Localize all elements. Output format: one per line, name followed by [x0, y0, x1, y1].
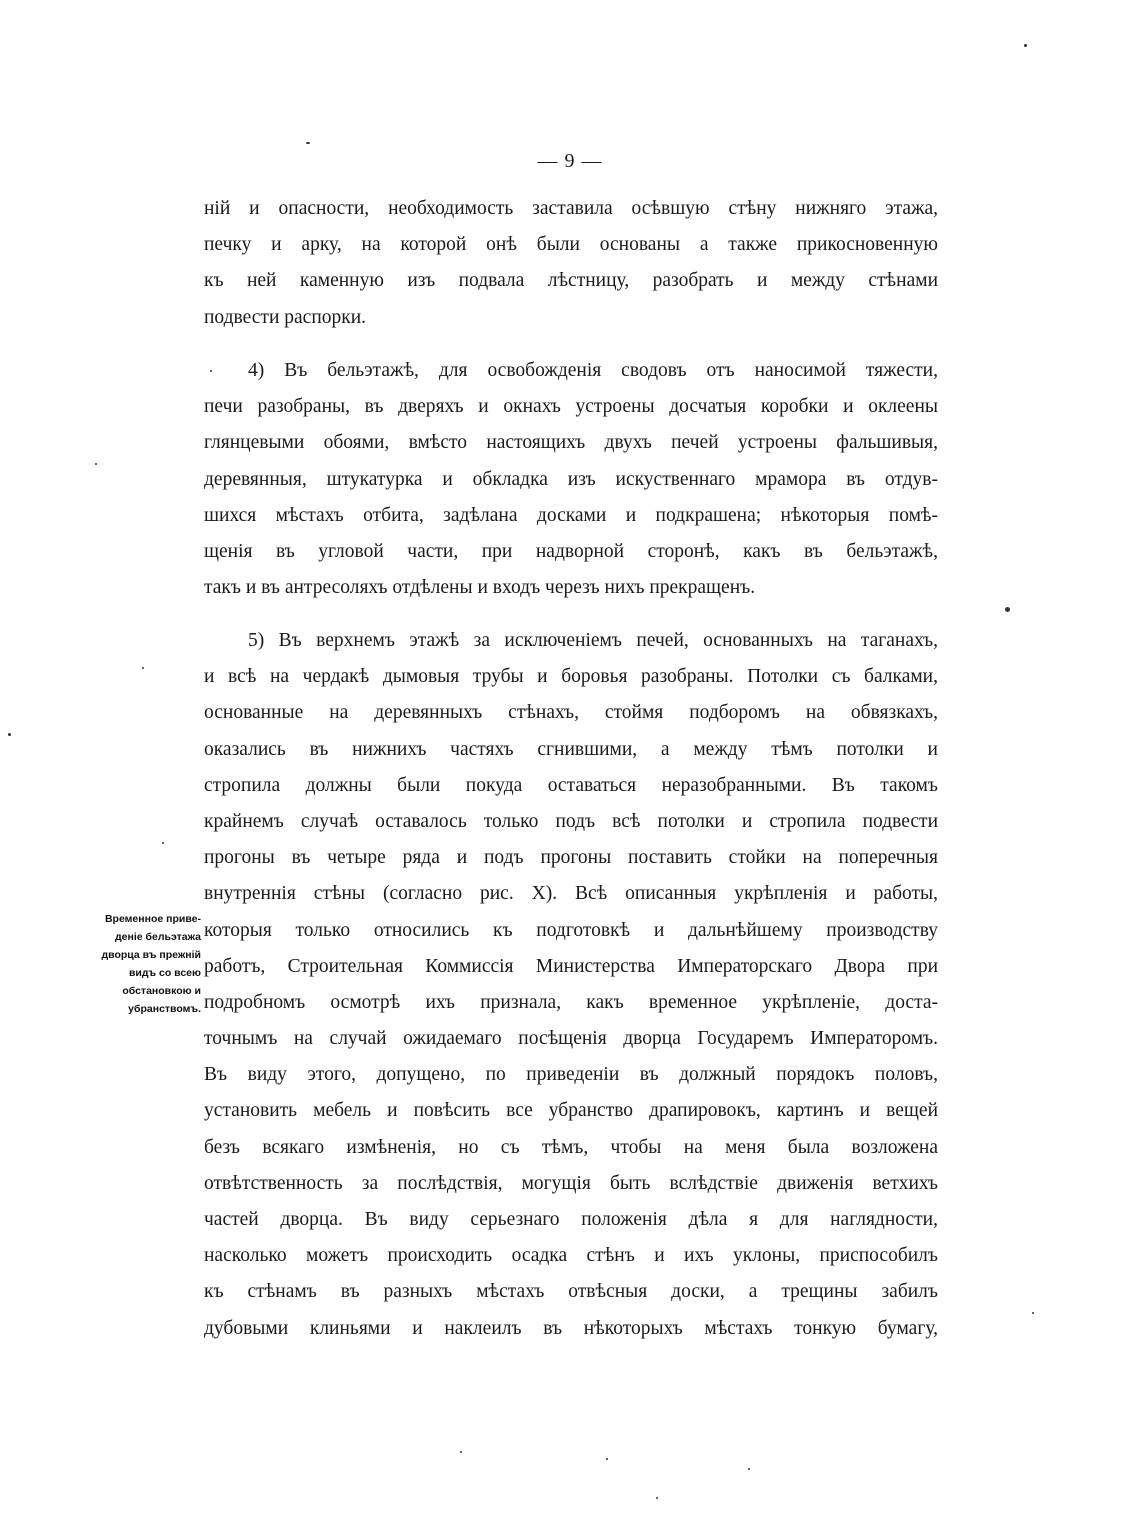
text-line: и всѣ на чердакѣ дымовыя трубы и боровья разобраны. Потолки съ балками, — [204, 666, 938, 688]
text-line: такъ и въ антресоляхъ отдѣлены и входъ черезъ нихъ прекращенъ. — [204, 577, 756, 599]
text-line: 5) Въ верхнемъ этажѣ за исключеніемъ печей, основанныхъ на таганахъ, — [248, 630, 938, 651]
text-line: ній и опасности, необходимость заставила осѣвшую стѣну нижняго этажа, — [204, 198, 938, 219]
margin-note-line: видъ со всею — [128, 967, 201, 979]
text-line: печи разобраны, въ дверяхъ и окнахъ устроены досчатыя коробки и оклеены — [204, 396, 938, 418]
scan-speck — [95, 463, 97, 465]
text-line: къ стѣнамъ въ разныхъ мѣстахъ отвѣсныя доски, а трещины забилъ — [204, 1281, 938, 1303]
paragraph-item-4 — [204, 353, 938, 606]
scan-speck — [162, 842, 164, 844]
margin-note-line: убранствомъ. — [128, 1003, 201, 1015]
text-line: глянцевыми обоями, вмѣсто настоящихъ двухъ печей устроены фальшивыя, — [204, 432, 938, 454]
scan-speck — [460, 1451, 462, 1453]
text-line: отвѣтственность за послѣдствія, могущія быть вслѣдствіе движенія ветхихъ — [204, 1172, 938, 1194]
scan-speck — [210, 370, 212, 372]
paragraph-item-5 — [204, 623, 938, 1347]
text-line: безъ всякаго измѣненія, но съ тѣмъ, чтобы на меня была возложена — [204, 1136, 938, 1158]
text-line: основанные на деревянныхъ стѣнахъ, стоймя подборомъ на обвязкахъ, — [204, 702, 938, 724]
text-line: частей дворца. Въ виду серьезнаго положенія дѣла я для наглядности, — [204, 1209, 938, 1230]
text-line: крайнемъ случаѣ оставалось только подъ всѣ потолки и стропила подвести — [204, 810, 938, 832]
text-line: установить мебель и повѣсить все убранство драпировокъ, картинъ и вещей — [204, 1100, 938, 1122]
text-line: печку и арку, на которой онѣ были основаны а также прикосновенную — [204, 234, 938, 256]
text-line: насколько можетъ происходить осадка стѣнъ и ихъ уклоны, приспособилъ — [204, 1245, 938, 1267]
text-line: щенія въ угловой части, при надворной сторонѣ, какъ въ бельэтажѣ, — [204, 540, 938, 562]
scan-speck — [8, 733, 11, 736]
scan-speck — [1005, 607, 1010, 612]
text-line: стропила должны были покуда оставаться неразобранными. Въ такомъ — [204, 774, 938, 796]
text-line: 4) Въ бельэтажѣ, для освобожденія сводовъ отъ наносимой тяжести, — [248, 360, 938, 381]
text-line: къ ней каменную изъ подвала лѣстницу, разобрать и между стѣнами — [204, 270, 938, 292]
margin-note-line: дворца въ прежній — [101, 949, 201, 961]
text-line: которыя только относились къ подготовкѣ и дальнѣйшему производству — [204, 919, 938, 941]
paragraph-continuation — [204, 191, 938, 336]
text-line: работъ, Строительная Коммиссія Министерства Императорскаго Двора при — [204, 955, 938, 977]
text-line: деревянныя, штукатурка и обкладка изъ искуственнаго мрамора въ отдув- — [204, 468, 938, 490]
scan-speck — [606, 1458, 608, 1460]
text-line: шихся мѣстахъ отбита, задѣлана досками и подкрашена; нѣкоторыя помѣ- — [204, 504, 938, 526]
scan-speck — [1024, 44, 1027, 47]
text-line: точнымъ на случай ожидаемаго посѣщенія дворца Государемъ Императоромъ. — [204, 1028, 938, 1050]
text-line: подробномъ осмотрѣ ихъ признала, какъ временное укрѣпленіе, доста- — [204, 991, 938, 1013]
scan-speck — [656, 1497, 658, 1499]
margin-note — [88, 910, 201, 1018]
text-line: оказались въ нижнихъ частяхъ сгнившими, а между тѣмъ потолки и — [204, 738, 938, 760]
text-line: подвести распорки. — [204, 306, 367, 328]
margin-note-line: обстановкою и — [122, 985, 201, 997]
scan-speck — [1032, 1312, 1034, 1314]
margin-note-line: деніе бельэтажа — [114, 931, 201, 943]
margin-note-line: Временное приве- — [104, 913, 201, 925]
text-line: прогоны въ четыре ряда и подъ прогоны поставить стойки на поперечныя — [204, 847, 938, 869]
text-line: Въ виду этого, допущено, по приведеніи въ должный порядокъ половъ, — [204, 1064, 938, 1086]
scan-speck — [748, 1468, 750, 1470]
page-number: — 9 — — [537, 150, 603, 172]
scan-speck — [306, 142, 310, 144]
scan-speck — [142, 667, 144, 669]
text-line: внутреннія стѣны (согласно рис. X). Всѣ описанныя укрѣпленія и работы, — [204, 883, 938, 905]
text-line: дубовыми клиньями и наклеилъ въ нѣкоторыхъ мѣстахъ тонкую бумагу, — [204, 1317, 938, 1339]
